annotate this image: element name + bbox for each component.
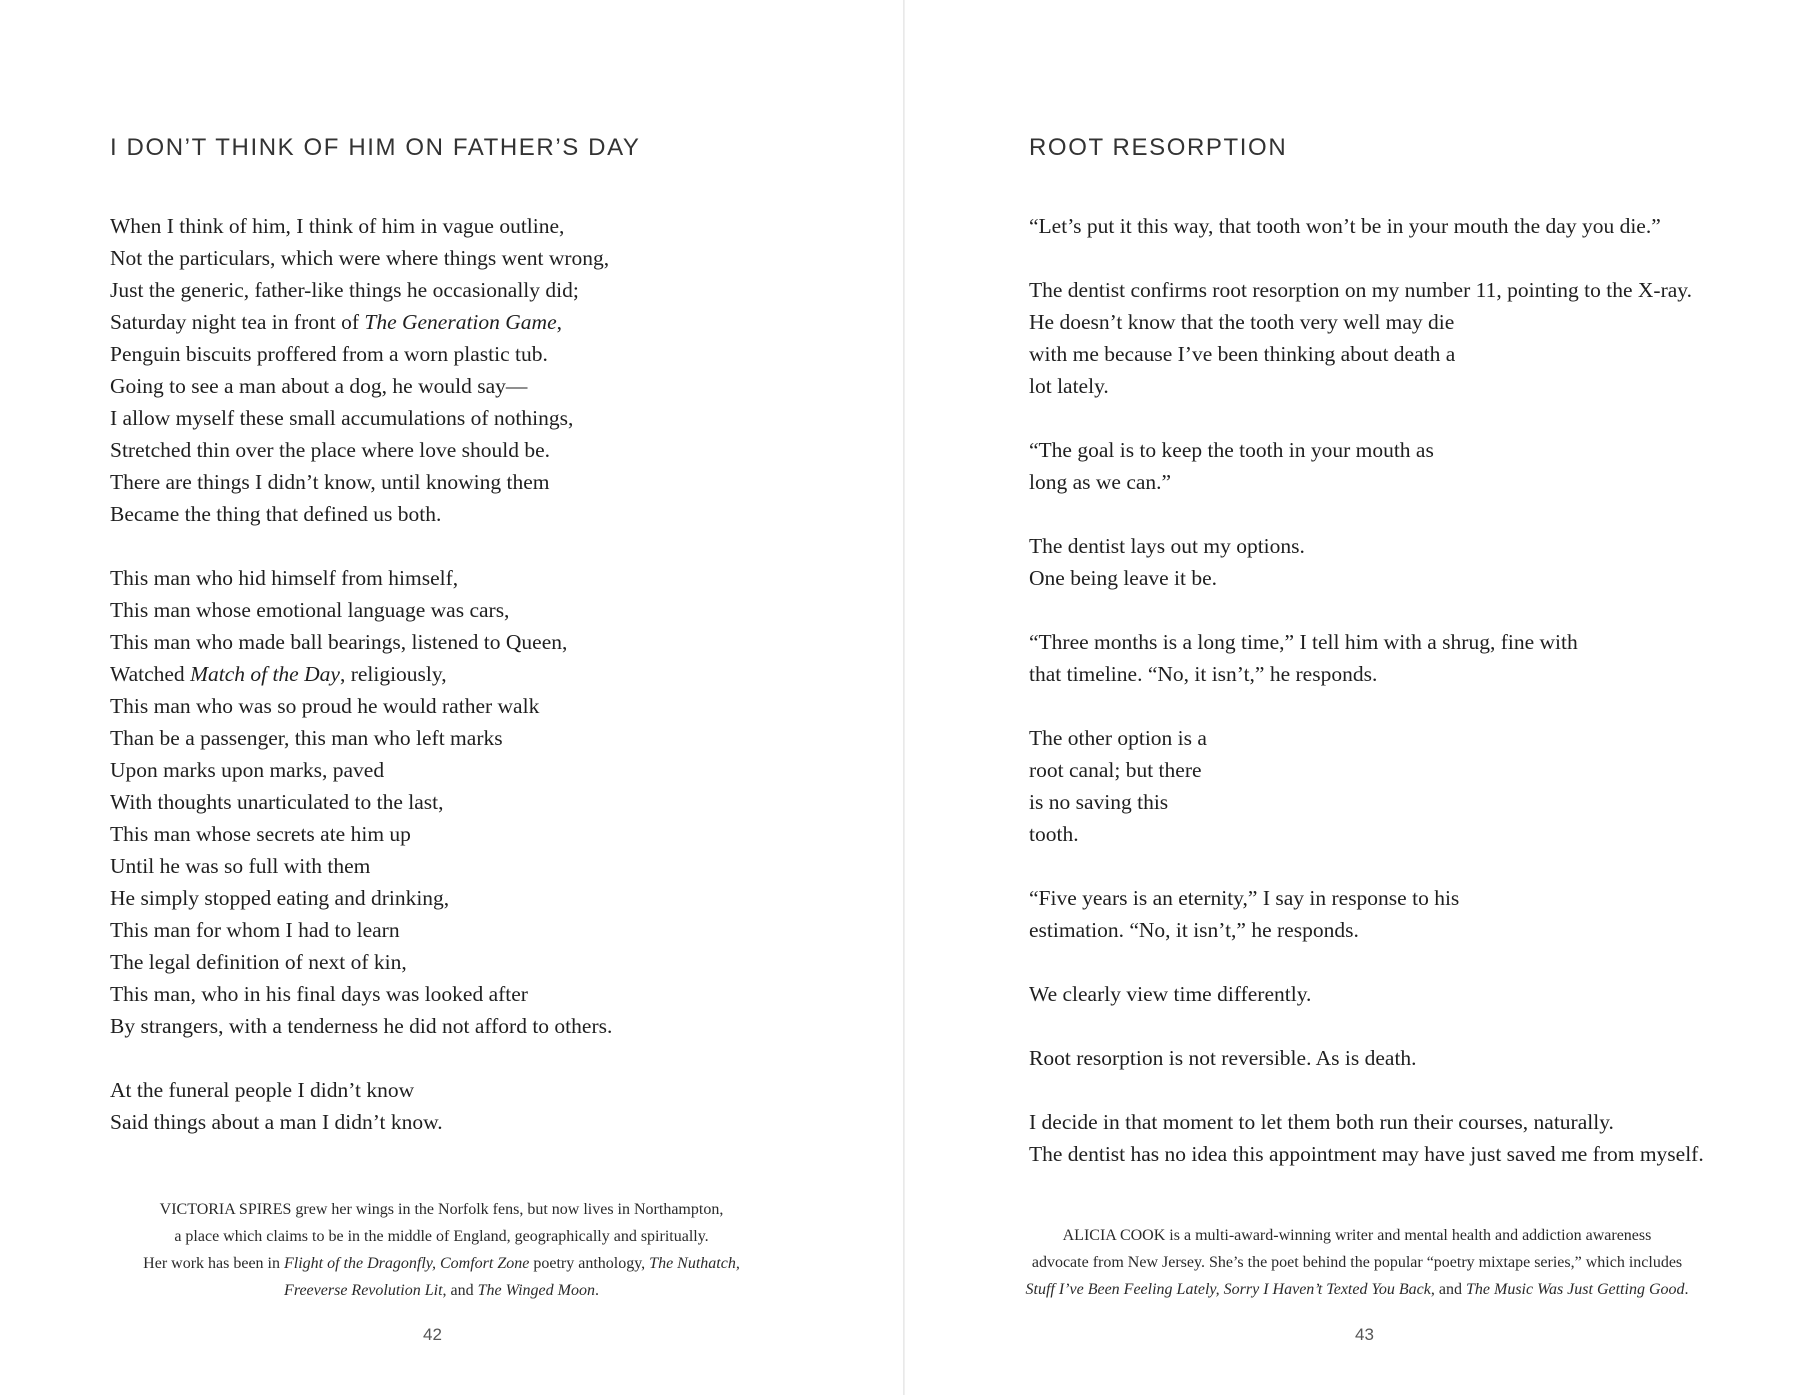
- text-segment: “The goal is to keep the tooth in your mouth as: [1029, 438, 1434, 462]
- stanza: [1029, 1042, 1704, 1074]
- poem-line: [110, 370, 612, 402]
- text-segment: When I think of him, I think of him in vague outline,: [110, 214, 565, 238]
- text-segment: Became the thing that defined us both.: [110, 502, 442, 526]
- poem-line: [1029, 210, 1704, 242]
- poem-line: [1029, 754, 1704, 786]
- text-segment: Root resorption is not reversible. As is death.: [1029, 1046, 1417, 1070]
- stanza: [1029, 530, 1704, 594]
- poem-line: [110, 1010, 612, 1042]
- text-segment: “Three months is a long time,” I tell him with a shrug, fine with: [1029, 630, 1578, 654]
- text-segment: , religiously,: [339, 662, 447, 686]
- poem-line: [1029, 466, 1704, 498]
- text-segment: The dentist confirms root resorption on my number 11, pointing to the X-ray.: [1029, 278, 1692, 302]
- italic-title: Match of the Day: [190, 662, 340, 686]
- poem-line: [110, 946, 612, 978]
- text-segment: He doesn’t know that the tooth very well may die: [1029, 310, 1455, 334]
- text-segment: VICTORIA SPIRES grew her wings in the Norfolk fens, but now lives in Northampton,: [159, 1201, 724, 1218]
- poem-line: [110, 338, 612, 370]
- poem-line: [110, 690, 612, 722]
- poem-line: [110, 722, 612, 754]
- poem-line: [1029, 274, 1704, 306]
- text-segment: “Let’s put it this way, that tooth won’t be in your mouth the day you die.”: [1029, 214, 1661, 238]
- text-segment: ,: [556, 310, 563, 334]
- poem-title: I DON’T THINK OF HIM ON FATHER’S DAY: [110, 134, 641, 161]
- stanza: [1029, 978, 1704, 1010]
- poem-line: [110, 210, 612, 242]
- text-segment: Saturday night tea in front of: [110, 310, 365, 334]
- text-segment: lot lately.: [1029, 374, 1109, 398]
- text-segment: The dentist has no idea this appointment may have just saved me from myself.: [1029, 1142, 1704, 1166]
- bio-line: [0, 1196, 893, 1223]
- poem-line: [1029, 914, 1704, 946]
- text-segment: root canal; but there: [1029, 758, 1202, 782]
- poem-line: [1029, 530, 1704, 562]
- text-segment: Than be a passenger, this man who left marks: [110, 726, 503, 750]
- poem-line: [110, 242, 612, 274]
- page-number: 42: [423, 1325, 442, 1344]
- stanza: [1029, 722, 1704, 850]
- text-segment: .: [1684, 1281, 1689, 1298]
- poem-line: [110, 274, 612, 306]
- italic-title: The Generation Game: [364, 310, 557, 334]
- stanza: [110, 1074, 612, 1138]
- poem-line: [1029, 562, 1704, 594]
- text-segment: With thoughts unarticulated to the last,: [110, 790, 444, 814]
- text-segment: There are things I didn’t know, until knowing them: [110, 470, 550, 494]
- text-segment: Going to see a man about a dog, he would say—: [110, 374, 528, 398]
- poem-line: [1029, 626, 1704, 658]
- text-segment: long as we can.”: [1029, 470, 1172, 494]
- author-bio: [905, 1222, 1809, 1303]
- poem-line: [110, 818, 612, 850]
- stanza: [110, 210, 612, 530]
- poem-line: [110, 882, 612, 914]
- poem-line: [110, 498, 612, 530]
- text-segment: The legal definition of next of kin,: [110, 950, 407, 974]
- poem-line: [110, 786, 612, 818]
- poem-line: [110, 754, 612, 786]
- poem-line: [1029, 722, 1704, 754]
- stanza: [1029, 274, 1704, 402]
- right-page: [905, 0, 1809, 1395]
- text-segment: “Five years is an eternity,” I say in response to his: [1029, 886, 1460, 910]
- stanza: [1029, 882, 1704, 946]
- poem-line: [1029, 658, 1704, 690]
- text-segment: We clearly view time differently.: [1029, 982, 1312, 1006]
- poem-body: [1029, 210, 1704, 1202]
- bio-line: [905, 1222, 1809, 1249]
- text-segment: , and: [442, 1282, 478, 1299]
- poem-title: ROOT RESORPTION: [1029, 134, 1288, 161]
- stanza: [110, 562, 612, 1042]
- text-segment: is no saving this: [1029, 790, 1169, 814]
- poem-line: [110, 658, 612, 690]
- text-segment: One being leave it be.: [1029, 566, 1218, 590]
- poem-line: [110, 306, 612, 338]
- poem-line: [110, 850, 612, 882]
- text-segment: This man who hid himself from himself,: [110, 566, 459, 590]
- poem-line: [1029, 306, 1704, 338]
- poem-line: [110, 1106, 612, 1138]
- text-segment: This man who made ball bearings, listened to Queen,: [110, 630, 568, 654]
- poem-line: [110, 562, 612, 594]
- italic-title: The Nuthatch,: [649, 1255, 740, 1272]
- text-segment: .: [594, 1282, 599, 1299]
- italic-title: Stuff I’ve Been Feeling Lately, Sorry I Haven’t Texted You Back: [1025, 1281, 1431, 1298]
- text-segment: At the funeral people I didn’t know: [110, 1078, 415, 1102]
- stanza: [1029, 626, 1704, 690]
- italic-title: The Music Was Just Getting Good: [1465, 1281, 1685, 1298]
- italic-title: Freeverse Revolution Lit: [284, 1282, 443, 1299]
- text-segment: This man whose secrets ate him up: [110, 822, 411, 846]
- bio-line: [905, 1249, 1809, 1276]
- poem-body: [110, 210, 612, 1170]
- stanza: [1029, 1106, 1704, 1170]
- poem-line: [1029, 1106, 1704, 1138]
- poem-line: [110, 914, 612, 946]
- author-bio: [0, 1196, 893, 1304]
- poem-line: [110, 466, 612, 498]
- poem-line: [1029, 786, 1704, 818]
- text-segment: estimation. “No, it isn’t,” he responds.: [1029, 918, 1359, 942]
- text-segment: Watched: [110, 662, 191, 686]
- text-segment: Upon marks upon marks, paved: [110, 758, 385, 782]
- text-segment: This man, who in his final days was looked after: [110, 982, 528, 1006]
- text-segment: This man whose emotional language was cars,: [110, 598, 510, 622]
- text-segment: The dentist lays out my options.: [1029, 534, 1305, 558]
- poem-line: [110, 434, 612, 466]
- text-segment: I allow myself these small accumulations of nothings,: [110, 406, 574, 430]
- text-segment: This man who was so proud he would rather walk: [110, 694, 540, 718]
- text-segment: The other option is a: [1029, 726, 1207, 750]
- stanza: [1029, 210, 1704, 242]
- poem-line: [1029, 370, 1704, 402]
- poem-line: [1029, 818, 1704, 850]
- text-segment: He simply stopped eating and drinking,: [110, 886, 450, 910]
- text-segment: that timeline. “No, it isn’t,” he responds.: [1029, 662, 1378, 686]
- poem-line: [110, 402, 612, 434]
- text-segment: poetry anthology,: [529, 1255, 650, 1272]
- italic-title: Flight of the Dragonfly, Comfort Zone: [284, 1255, 530, 1272]
- text-segment: , and: [1430, 1281, 1466, 1298]
- bio-line: [0, 1223, 893, 1250]
- text-segment: advocate from New Jersey. She’s the poet behind the popular “poetry mixtape series,” which includes: [1031, 1254, 1683, 1271]
- bio-line: [905, 1276, 1809, 1303]
- poem-line: [110, 594, 612, 626]
- text-segment: with me because I’ve been thinking about death a: [1029, 342, 1456, 366]
- text-segment: I decide in that moment to let them both run their courses, naturally.: [1029, 1110, 1614, 1134]
- stanza: [1029, 434, 1704, 498]
- text-segment: tooth.: [1029, 822, 1079, 846]
- bio-line: [0, 1250, 893, 1277]
- text-segment: Until he was so full with them: [110, 854, 371, 878]
- poem-line: [1029, 1138, 1704, 1170]
- text-segment: This man for whom I had to learn: [110, 918, 400, 942]
- poem-line: [1029, 882, 1704, 914]
- text-segment: Penguin biscuits proffered from a worn plastic tub.: [110, 342, 548, 366]
- poem-line: [1029, 978, 1704, 1010]
- text-segment: Stretched thin over the place where love should be.: [110, 438, 551, 462]
- poem-line: [110, 978, 612, 1010]
- bio-line: [0, 1277, 893, 1304]
- text-segment: By strangers, with a tenderness he did not afford to others.: [110, 1014, 613, 1038]
- text-segment: ALICIA COOK is a multi-award-winning writer and mental health and addiction awareness: [1062, 1227, 1652, 1244]
- italic-title: The Winged Moon: [477, 1282, 595, 1299]
- text-segment: Said things about a man I didn’t know.: [110, 1110, 443, 1134]
- poem-line: [110, 626, 612, 658]
- poem-line: [110, 1074, 612, 1106]
- page-number: 43: [1355, 1325, 1374, 1344]
- poem-line: [1029, 1042, 1704, 1074]
- poem-line: [1029, 338, 1704, 370]
- text-segment: Her work has been in: [143, 1255, 284, 1272]
- text-segment: Just the generic, father-like things he occasionally did;: [110, 278, 579, 302]
- left-page: [0, 0, 903, 1395]
- text-segment: Not the particulars, which were where things went wrong,: [110, 246, 610, 270]
- text-segment: a place which claims to be in the middle of England, geographically and spiritually.: [174, 1228, 709, 1245]
- poem-line: [1029, 434, 1704, 466]
